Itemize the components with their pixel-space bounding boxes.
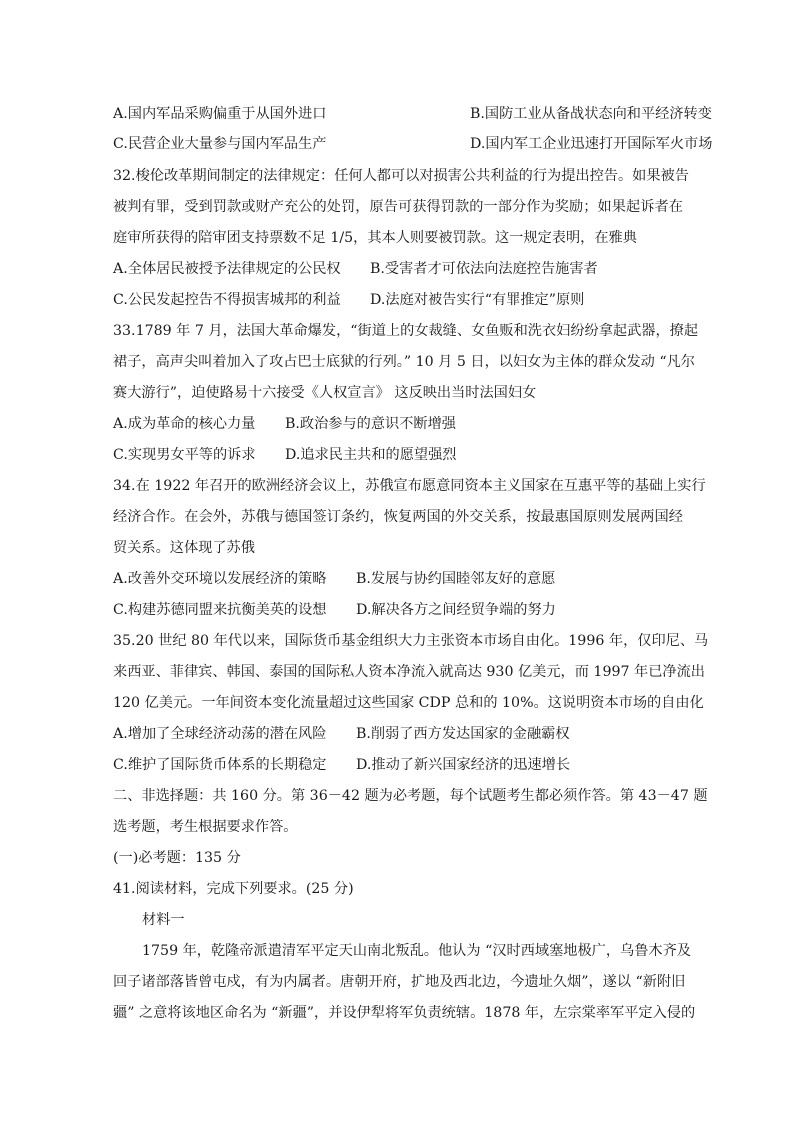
q31-option-c: C.民营企业大量参与国内军品生产: [113, 136, 327, 152]
q33-option-d: D.追求民主共和的愿望强烈: [285, 447, 457, 463]
q33-stem-line-1: 33.1789 年 7 月，法国大革命爆发，“街道上的女裁缝、女鱼贩和洗衣妇纷纷拿起武器，撩起: [113, 323, 699, 339]
q33-option-b: B.政治参与的意识不断增强: [285, 416, 456, 432]
q32-option-row-2: [113, 290, 683, 310]
q35-option-a: A.增加了全球经济动荡的潜在风险: [113, 726, 327, 742]
q35-option-row-2: [113, 755, 683, 775]
q34-option-row-2: [113, 600, 683, 620]
section2-heading-line-1: 二、非选择题：共 160 分。第 36－42 题为必考题，每个试题考生都必须作答。第 43－47 题: [113, 788, 708, 804]
q35-stem-line-2: 来西亚、菲律宾、韩国、泰国的国际私人资本净流入就高达 930 亿美元，而 1997 年已净流出: [113, 664, 705, 680]
q34-option-row-1: [113, 569, 683, 589]
q33-stem-line-2: 裙子，高声尖叫着加入了攻占巴士底狱的行列。” 10 月 5 日，以妇女为主体的群众发动 “凡尔: [113, 354, 695, 370]
q32-stem-line-1: 32.梭伦改革期间制定的法律规定：任何人都可以对损害公共利益的行为提出控告。如果被告: [113, 168, 689, 184]
q33-option-a: A.成为革命的核心力量: [113, 416, 256, 432]
q31-option-row-1: [113, 104, 712, 124]
q41-material-label: 材料一: [142, 912, 185, 928]
q35-option-row-1: [113, 724, 683, 744]
q41-material-line-3: 疆” 之意将该地区命名为 “新疆”，并设伊犁将军负责统辖。1878 年，左宗棠率军平定入侵的: [113, 1005, 696, 1021]
q41-material-line-2: 回子诸部落皆曾屯戍，有为内属者。唐朝开府，扩地及西北边，今遗址久烟”，遂以 “新附旧: [113, 974, 686, 990]
q41-material-line-1: 1759 年，乾隆帝派遣清军平定天山南北叛乱。他认为 “汉时西域塞地极广，乌鲁木齐及: [142, 943, 691, 959]
q35-option-d: D.推动了新兴国家经济的迅速增长: [356, 757, 571, 773]
q35-option-c: C.维护了国际货币体系的长期稳定: [113, 757, 327, 773]
q34-stem-line-1: 34.在 1922 年召开的欧洲经济会议上，苏俄宣布愿意同资本主义国家在互惠平等的基础上实行: [113, 478, 706, 494]
q32-option-d: D.法庭对被告实行“有罪推定”原则: [370, 292, 585, 308]
q33-option-row-2: [113, 445, 683, 465]
q33-option-c: C.实现男女平等的诉求: [113, 447, 256, 463]
q31-option-row-2: [113, 134, 713, 154]
q33-stem-line-3: 赛大游行”，迫使路易十六接受《人权宣言》 这反映出当时法国妇女: [113, 385, 537, 401]
q34-option-b: B.发展与协约国睦邻友好的意愿: [356, 571, 556, 587]
q32-stem-line-2: 被判有罪，受到罚款或财产充公的处罚，原告可获得罚款的一部分作为奖励；如果起诉者在: [113, 199, 683, 215]
q32-option-c: C.公民发起控告不得损害城邦的利益: [113, 292, 341, 308]
q32-option-row-1: [113, 259, 683, 279]
q31-option-b: B.国防工业从备战状态向和平经济转变: [470, 106, 712, 122]
q34-option-c: C.构建苏德同盟来抗衡美英的设想: [113, 602, 327, 618]
q34-stem-line-3: 贸关系。这体现了苏俄: [113, 540, 255, 556]
q34-option-d: D.解决各方之间经贸争端的努力: [356, 602, 556, 618]
section2-heading-line-2: 选考题，考生根据要求作答。: [113, 819, 298, 835]
q31-option-d: D.国内军工企业迅速打开国际军火市场: [470, 136, 713, 152]
q32-option-a: A.全体居民被授予法律规定的公民权: [113, 261, 341, 277]
q34-option-a: A.改善外交环境以发展经济的策略: [113, 571, 327, 587]
q34-stem-line-2: 经济合作。在会外，苏俄与德国签订条约，恢复两国的外交关系，按最惠国原则发展两国经: [113, 509, 683, 525]
q32-stem-line-3: 庭审所获得的陪审团支持票数不足 1/5，其本人则要被罚款。这一规定表明，在雅典: [113, 230, 637, 246]
q35-stem-line-3: 120 亿美元。一年间资本变化流量超过这些国家 CDP 总和的 10%。这说明资本市场的自由化: [113, 695, 704, 711]
required-section-label: (一)必考题：135 分: [113, 850, 241, 866]
q32-option-b: B.受害者才可依法向法庭控告施害者: [370, 261, 598, 277]
q33-option-row-1: [113, 414, 683, 434]
q35-option-b: B.削弱了西方发达国家的金融霸权: [356, 726, 570, 742]
q41-title: 41.阅读材料，完成下列要求。(25 分): [113, 881, 354, 897]
q31-option-a: A.国内军品采购偏重于从国外进口: [113, 106, 327, 122]
q35-stem-line-1: 35.20 世纪 80 年代以来，国际货币基金组织大力主张资本市场自由化。1996 年，仅印尼、马: [113, 633, 709, 649]
